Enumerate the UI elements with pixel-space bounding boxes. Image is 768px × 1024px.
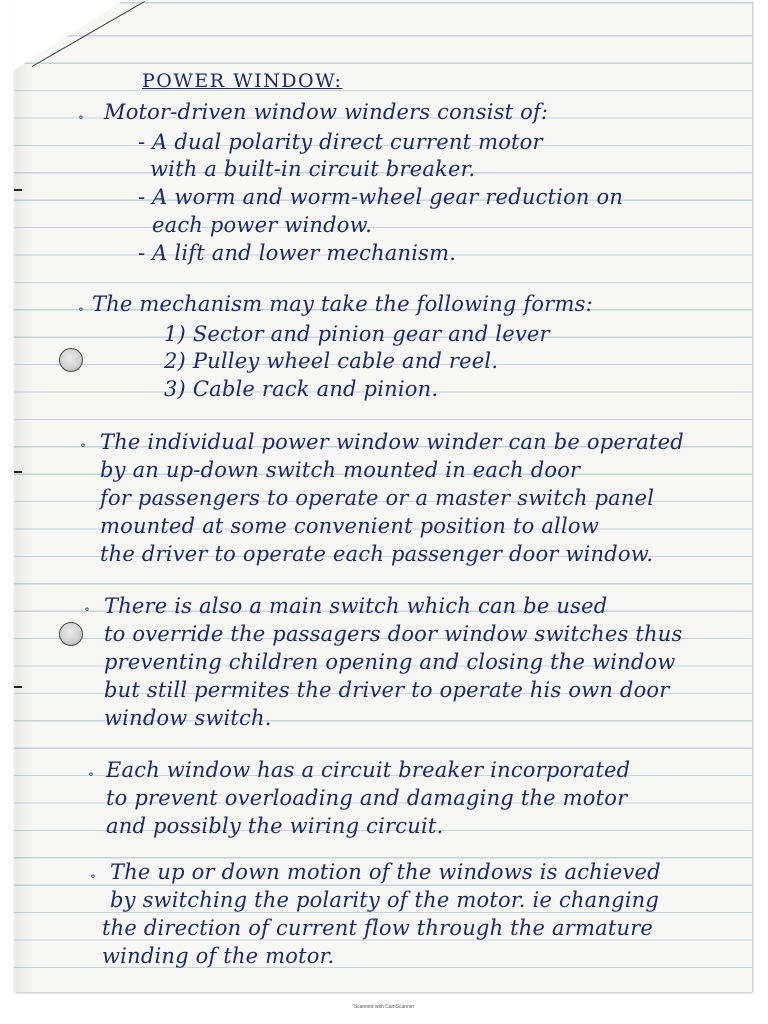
note-line: mounted at some convenient position to allow [100, 514, 599, 538]
bullet-marker: ∘ [78, 302, 85, 316]
bullet-marker: ∘ [84, 602, 91, 616]
note-line: 1) Sector and pinion gear and lever [164, 322, 550, 346]
note-line: There is also a main switch which can be used [104, 594, 608, 618]
note-line: by an up-down switch mounted in each door [100, 458, 581, 482]
page-edge-shadow [14, 0, 34, 992]
page-title: POWER WINDOW: [142, 70, 343, 92]
scanner-watermark: Scanned with CamScanner [353, 1004, 415, 1010]
note-line: each power window. [152, 213, 373, 237]
note-line: 2) Pulley wheel cable and reel. [164, 349, 499, 373]
note-line: preventing children opening and closing the window [104, 650, 676, 674]
note-line: - A dual polarity direct current motor [138, 130, 543, 154]
bullet-marker: ∘ [80, 438, 87, 452]
margin-tick-mark [14, 189, 22, 191]
note-line: window switch. [104, 706, 272, 730]
torn-corner [14, 0, 124, 70]
note-line: winding of the motor. [102, 944, 335, 968]
note-line: Motor-driven window winders consist of: [104, 100, 549, 124]
note-line: The individual power window winder can be operated [100, 430, 684, 454]
note-line: - A lift and lower mechanism. [138, 241, 457, 265]
note-line: - A worm and worm-wheel gear reduction on [138, 185, 624, 209]
bullet-marker: ∘ [88, 767, 95, 781]
margin-tick-mark [14, 471, 22, 473]
binder-hole [59, 348, 83, 372]
note-line: and possibly the wiring circuit. [106, 814, 444, 838]
note-line: The up or down motion of the windows is achieved [110, 860, 661, 884]
note-line: to prevent overloading and damaging the motor [106, 786, 628, 810]
note-line: 3) Cable rack and pinion. [164, 377, 439, 401]
note-line: to override the passagers door window switches thus [104, 622, 683, 646]
bullet-marker: ∘ [90, 869, 97, 883]
note-line: The mechanism may take the following forms: [92, 292, 593, 316]
note-line: the direction of current flow through the armature [102, 916, 654, 940]
note-line: by switching the polarity of the motor. ie changing [110, 888, 660, 912]
note-line: for passengers to operate or a master switch panel [100, 486, 655, 510]
bullet-marker: ∘ [78, 110, 85, 124]
note-line: Each window has a circuit breaker incorporated [106, 758, 631, 782]
notebook-page [14, 0, 752, 992]
note-line: the driver to operate each passenger door window. [100, 542, 654, 566]
binder-hole [59, 622, 83, 646]
note-line: but still permites the driver to operate his own door [104, 678, 670, 702]
note-line: with a built-in circuit breaker. [150, 157, 476, 181]
margin-tick-mark [14, 686, 22, 688]
